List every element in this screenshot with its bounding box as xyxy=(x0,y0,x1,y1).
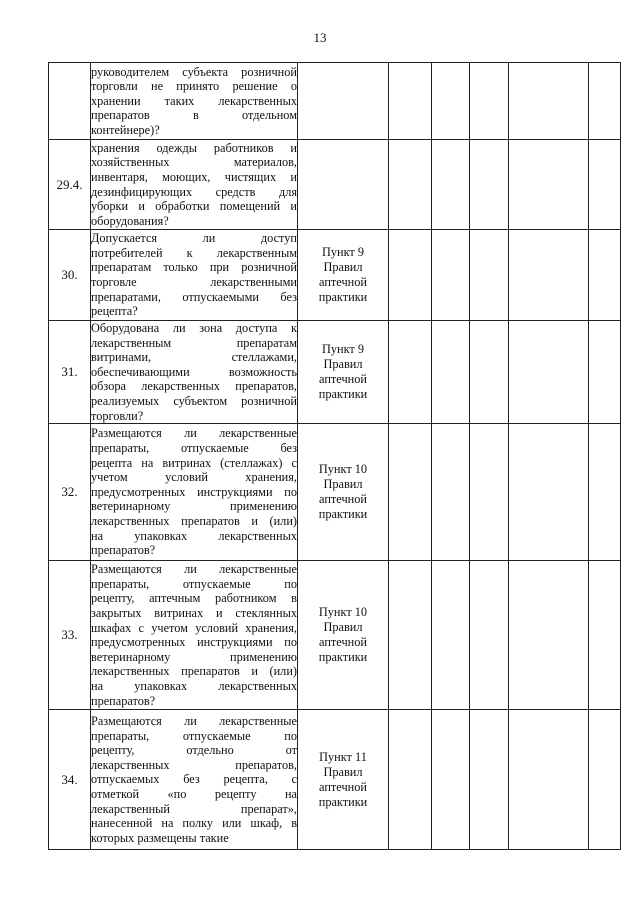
question-line: витринами, стеллажами, xyxy=(91,350,297,365)
legal-reference xyxy=(298,710,389,850)
answer-cell xyxy=(389,424,432,561)
reference-line: Правил xyxy=(323,357,363,372)
question-line: Размещаются ли лекарственные xyxy=(91,562,297,577)
question-line: предусмотренных инструкциями по xyxy=(91,484,297,499)
table-row xyxy=(49,321,621,424)
answer-cell xyxy=(432,230,470,321)
question-line: лекарственных препаратов, xyxy=(91,757,297,772)
answer-cell xyxy=(432,140,470,230)
question-line: инвентаря, моющих, чистящих и xyxy=(91,169,297,184)
answer-cell xyxy=(432,321,470,424)
reference-line: практики xyxy=(318,507,368,522)
reference-line: Пункт 9 xyxy=(321,245,365,259)
reference-line: аптечной xyxy=(319,492,367,507)
question-line: которых размещены такие xyxy=(91,830,229,845)
question-line: рецепту, аптечным работником в xyxy=(91,591,297,606)
answer-cell xyxy=(589,561,621,710)
answer-cell xyxy=(509,710,589,850)
question-line: торговли не принято решение о xyxy=(91,79,297,94)
reference-line: аптечной xyxy=(319,372,367,387)
question-line: шкафах с учетом условий хранения, xyxy=(91,620,297,635)
question-text xyxy=(91,321,298,424)
row-number: 29.4. xyxy=(49,140,91,230)
reference-line: практики xyxy=(318,650,368,665)
question-line: хранении таких лекарственных xyxy=(91,93,297,108)
question-line: торговли? xyxy=(91,408,144,423)
answer-cell xyxy=(589,424,621,561)
answer-cell xyxy=(389,140,432,230)
question-line: лекарственный препарат», xyxy=(91,801,297,816)
question-line: хозяйственных материалов, xyxy=(91,155,297,170)
reference-line: практики xyxy=(318,290,368,304)
question-line: рецепта на витринах (стеллажах) с xyxy=(91,455,297,470)
reference-line: Пункт 9 xyxy=(321,342,365,357)
row-number: 31. xyxy=(49,321,91,424)
question-line: лекарственным препаратам xyxy=(91,335,297,350)
reference-line: Пункт 10 xyxy=(318,462,368,477)
question-line: ветеринарному применению xyxy=(91,499,297,514)
row-number: 33. xyxy=(49,561,91,710)
answer-cell xyxy=(589,230,621,321)
question-line: реализуемых субъектом розничной xyxy=(91,393,297,408)
question-line: Допускается ли доступ xyxy=(91,231,297,246)
table-row xyxy=(49,710,621,850)
legal-reference xyxy=(298,561,389,710)
table-row xyxy=(49,63,621,140)
answer-cell xyxy=(432,63,470,140)
question-line: контейнере)? xyxy=(91,122,160,137)
question-line: обеспечивающими возможность xyxy=(91,364,297,379)
reference-line: Пункт 10 xyxy=(318,605,368,620)
answer-cell xyxy=(470,710,509,850)
question-line: лекарственных препаратов и (или) xyxy=(91,664,297,679)
question-line: препаратами, отпускаемыми без xyxy=(91,289,297,304)
question-line: руководителем субъекта розничной xyxy=(91,64,297,79)
question-line: уборки и обработки помещений и xyxy=(91,199,297,214)
question-line: препаратам только при розничной xyxy=(91,260,297,275)
answer-cell xyxy=(470,561,509,710)
reference-line: практики xyxy=(318,387,368,402)
question-text xyxy=(91,63,298,140)
answer-cell xyxy=(509,561,589,710)
question-line: обзора лекарственных препаратов, xyxy=(91,379,297,394)
answer-cell xyxy=(470,321,509,424)
question-line: отпускаемых без рецепта, с xyxy=(91,772,297,787)
question-line: ветеринарному применению xyxy=(91,649,297,664)
legal-reference xyxy=(298,140,389,230)
question-line: Размещаются ли лекарственные xyxy=(91,426,297,441)
question-line: на упаковках лекарственных xyxy=(91,678,297,693)
question-line: препаратов в отдельном xyxy=(91,108,297,123)
row-number: 32. xyxy=(49,424,91,561)
question-line: предусмотренных инструкциями по xyxy=(91,635,297,650)
answer-cell xyxy=(589,321,621,424)
reference-line: практики xyxy=(318,794,368,809)
answer-cell xyxy=(389,230,432,321)
question-line: на упаковках лекарственных xyxy=(91,528,297,543)
question-line: дезинфицирующих средств для xyxy=(91,184,297,199)
row-number: 34. xyxy=(49,710,91,850)
answer-cell xyxy=(389,561,432,710)
answer-cell xyxy=(470,230,509,321)
reference-line: Пункт 11 xyxy=(319,749,367,764)
question-text xyxy=(91,230,298,321)
question-line: препараты, отпускаемые без xyxy=(91,441,297,456)
question-line: нанесенной на полку или шкаф, в xyxy=(91,816,297,831)
answer-cell xyxy=(509,63,589,140)
question-text xyxy=(91,424,298,561)
reference-line: Правил xyxy=(323,764,363,779)
table-row xyxy=(49,140,621,230)
question-line: хранения одежды работников и xyxy=(91,140,297,155)
question-line: Оборудована ли зона доступа к xyxy=(91,321,297,335)
question-line: препараты, отпускаемые по xyxy=(91,576,297,591)
reference-line: Правил xyxy=(323,260,363,274)
answer-cell xyxy=(509,424,589,561)
answer-cell xyxy=(509,321,589,424)
answer-cell xyxy=(589,140,621,230)
question-line: препаратов? xyxy=(91,693,156,708)
question-line: препараты, отпускаемые по xyxy=(91,728,297,743)
reference-line: аптечной xyxy=(319,779,367,794)
question-text xyxy=(91,561,298,710)
answer-cell xyxy=(470,63,509,140)
answer-cell xyxy=(432,710,470,850)
question-line: торговле лекарственными xyxy=(91,275,297,289)
reference-line: аптечной xyxy=(319,275,367,289)
answer-cell xyxy=(389,321,432,424)
question-line: учетом условий хранения, xyxy=(91,470,297,485)
answer-cell xyxy=(432,561,470,710)
reference-line: аптечной xyxy=(319,635,367,650)
page-number: 13 xyxy=(313,30,327,45)
table-row xyxy=(49,561,621,710)
answer-cell xyxy=(509,230,589,321)
reference-line: Правил xyxy=(323,620,363,635)
question-line: оборудования? xyxy=(91,213,169,228)
question-text xyxy=(91,710,298,850)
answer-cell xyxy=(470,424,509,561)
answer-cell xyxy=(470,140,509,230)
row-number: 30. xyxy=(49,230,91,321)
answer-cell xyxy=(509,140,589,230)
question-text xyxy=(91,140,298,230)
answer-cell xyxy=(432,424,470,561)
legal-reference xyxy=(298,230,389,321)
answer-cell xyxy=(589,710,621,850)
row-number xyxy=(49,63,91,140)
question-line: отметкой «по рецепту на xyxy=(91,786,297,801)
question-line: потребителей к лекарственным xyxy=(91,245,297,260)
question-line: рецепту, отдельно от xyxy=(91,743,297,758)
checklist-table xyxy=(48,62,621,850)
answer-cell xyxy=(389,63,432,140)
question-line: лекарственных препаратов и (или) xyxy=(91,514,297,529)
question-line: рецепта? xyxy=(91,304,138,319)
question-line: закрытых витринах и стеклянных xyxy=(91,605,297,620)
legal-reference xyxy=(298,321,389,424)
question-line: Размещаются ли лекарственные xyxy=(91,713,297,728)
answer-cell xyxy=(589,63,621,140)
question-line: препаратов? xyxy=(91,543,156,558)
legal-reference xyxy=(298,63,389,140)
table-row xyxy=(49,230,621,321)
table-row xyxy=(49,424,621,561)
answer-cell xyxy=(389,710,432,850)
reference-line: Правил xyxy=(323,477,363,492)
legal-reference xyxy=(298,424,389,561)
